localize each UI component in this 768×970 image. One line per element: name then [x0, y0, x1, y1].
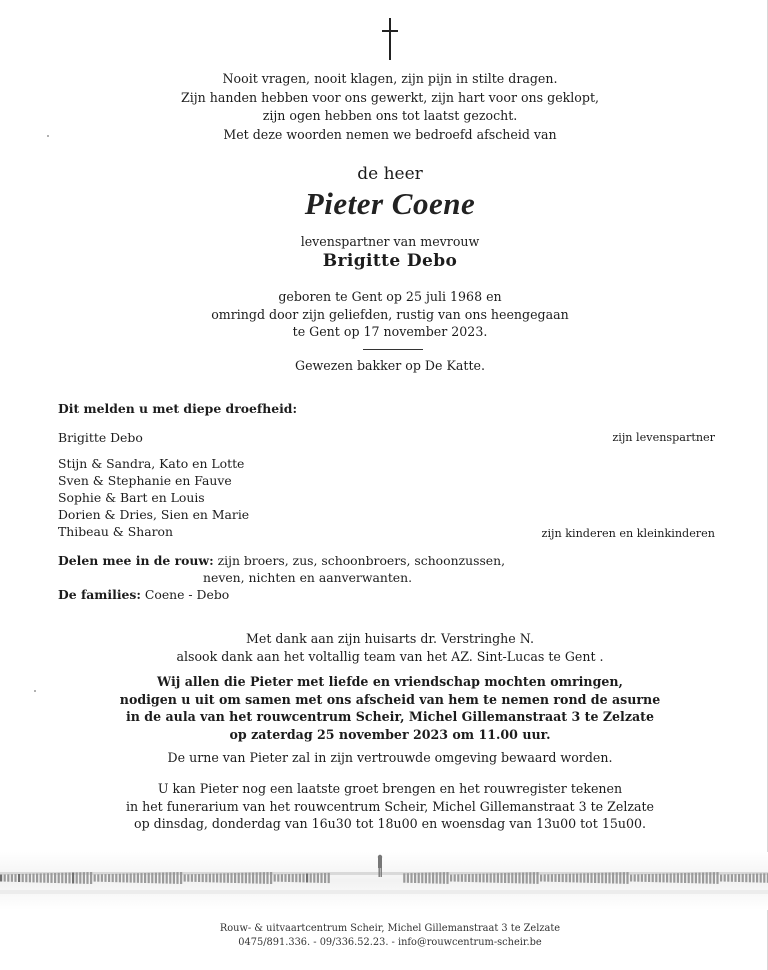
cross-icon	[380, 18, 400, 60]
invitation-line: op zaterdag 25 november 2023 om 11.00 uur.	[229, 726, 551, 742]
thanks-line: Met dank aan zijn huisarts dr. Verstringhe N.	[246, 631, 534, 646]
dates-line: te Gent op 17 november 2023.	[292, 324, 488, 339]
partner-entry: Brigitte Debo	[58, 430, 143, 445]
poem-line: Met deze woorden nemen we bedroefd afscheid van	[223, 126, 557, 142]
invitation	[0, 673, 768, 743]
poem-line: Zijn handen hebben voor ons gewerkt, zijn hart voor ons geklopt,	[180, 89, 600, 105]
partner-name: Brigitte Debo	[322, 251, 458, 271]
families-label: De families:	[58, 587, 141, 602]
life-dates	[0, 288, 768, 341]
mourning-line: neven, nichten en aanverwanten.	[203, 570, 413, 585]
footer	[0, 922, 768, 949]
visit-line: U kan Pieter nog een laatste groet brengen en het rouwregister tekenen	[157, 781, 623, 796]
children-relation: zijn kinderen en kleinkinderen	[541, 527, 715, 540]
visit-line: in het funerarium van het rouwcentrum Scheir, Michel Gillemanstraat 3 te Zelzate	[125, 798, 655, 814]
poem-line: zijn ogen hebben ons tot laatst gezocht.	[262, 108, 518, 123]
announce-heading: Dit melden u met diepe droefheid:	[58, 401, 298, 416]
occupation: Gewezen bakker op De Katte.	[295, 358, 485, 373]
poem-line: Nooit vragen, nooit klagen, zijn pijn in stilte dragen.	[222, 71, 558, 86]
list-item: Sophie & Bart en Louis	[58, 490, 205, 505]
invitation-line: Wij allen die Pieter met liefde en vriendschap mochten omringen,	[157, 674, 623, 689]
thanks	[0, 630, 768, 665]
honorific: de heer	[357, 164, 423, 184]
beach-silhouette-image	[0, 852, 768, 910]
footer-line: 0475/891.336. - 09/336.52.23. - info@rouwcentrum-scheir.be	[238, 936, 542, 948]
mourning-line: zijn broers, zus, schoonbroers, schoonzussen,	[213, 553, 506, 568]
deceased-name: Pieter Coene	[304, 186, 476, 221]
list-item: Dorien & Dries, Sien en Marie	[58, 507, 250, 522]
dates-line: omringd door zijn geliefden, rustig van ons heengegaan	[211, 306, 569, 322]
thanks-line: alsook dank aan het voltallig team van het AZ. Sint-Lucas te Gent .	[176, 648, 604, 664]
visit-line: op dinsdag, donderdag van 16u30 tot 18u00 en woensdag van 13u00 tot 15u00.	[133, 816, 646, 831]
scan-speck	[47, 135, 49, 137]
invitation-line: in de aula van het rouwcentrum Scheir, Michel Gillemanstraat 3 te Zelzate	[125, 709, 654, 724]
invitation-line: nodigen u uit om samen met ons afscheid van hem te nemen rond de asurne	[119, 691, 661, 707]
dates-line: geboren te Gent op 25 juli 1968 en	[278, 289, 502, 304]
divider	[363, 349, 423, 350]
partner-label: levenspartner van mevrouw	[300, 234, 480, 249]
list-item: Thibeau & Sharon	[58, 524, 173, 539]
partner-relation: zijn levenspartner	[612, 431, 715, 444]
mourning-block	[58, 552, 505, 603]
urn-note: De urne van Pieter zal in zijn vertrouwde omgeving bewaard worden.	[167, 750, 613, 765]
footer-line: Rouw- & uitvaartcentrum Scheir, Michel Gillemanstraat 3 te Zelzate	[219, 923, 561, 934]
visitation	[0, 780, 768, 833]
list-item: Sven & Stephanie en Fauve	[58, 473, 232, 488]
families-value: Coene - Debo	[140, 587, 230, 602]
list-item: Stijn & Sandra, Kato en Lotte	[58, 456, 245, 471]
poem	[0, 70, 768, 144]
children-list	[58, 455, 249, 540]
mourning-label: Delen mee in de rouw:	[58, 553, 214, 568]
